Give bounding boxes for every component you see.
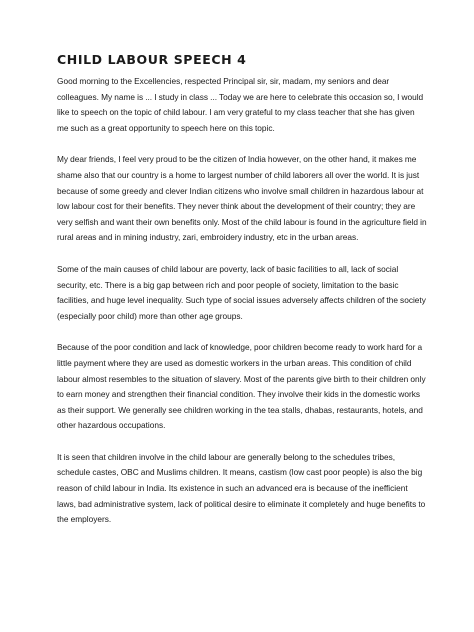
document-page bbox=[57, 52, 427, 544]
paragraph-castism: It is seen that children involve in the child labour are generally belong to the schedules tribes, schedule castes, OBC and Muslims children. It means, castism (low cast poor people) is also the big reason of child labour in India. Its existence in such an advanced era is because of the inefficient laws, bad administrative system, lack of political desire to eliminate it completely and huge benefits to the employers. bbox=[57, 451, 426, 525]
paragraph-intro: Good morning to the Excellencies, respected Principal sir, sir, madam, my seniors and dear colleagues. My name is ... I study in class ... Today we are here to celebrate this occasion so, I would like to speech on the topic of child labour. I am very grateful to my class teacher that she has given me such as a great opportunity to speech here on this topic. bbox=[57, 76, 424, 133]
paragraph-causes: Some of the main causes of child labour are poverty, lack of basic facilities to all, lack of social security, etc. There is a big gap between rich and poor people of society, limitation to the basic facilities, and huge level inequality. Such type of social issues adversely affects children of the society (especially poor child) more than other age groups. bbox=[57, 263, 426, 321]
paragraph-poor-condition: Because of the poor condition and lack of knowledge, poor children become ready to work hard for a little payment where they are used as domestic workers in the urban areas. This condition of child labour almost resembles to the situation of slavery. Most of the parents give birth to their children only to earn money and strengthen their financial condition. They involve their kids in the domestic works as their support. We generally see children working in the tea stalls, dhabas, restaurants, hotels, and other hazardous occupations. bbox=[57, 342, 426, 431]
document-title: CHILD LABOUR SPEECH 4 bbox=[57, 52, 247, 67]
paragraph-pride-and-shame: My dear friends, I feel very proud to be the citizen of India however, on the other hand, it makes me shame also that our country is a home to largest number of child laborers all over the world. It is just because of some greedy and clever Indian citizens who involve small children in hazardous labour at low labour cost for their benefits. They never think about the development of their country; they are very selfish and want their own benefits only. Most of the child labour is found in the agriculture field in rural areas and in mining industry, zari, embroidery industry, etc in the urban areas. bbox=[57, 154, 427, 243]
